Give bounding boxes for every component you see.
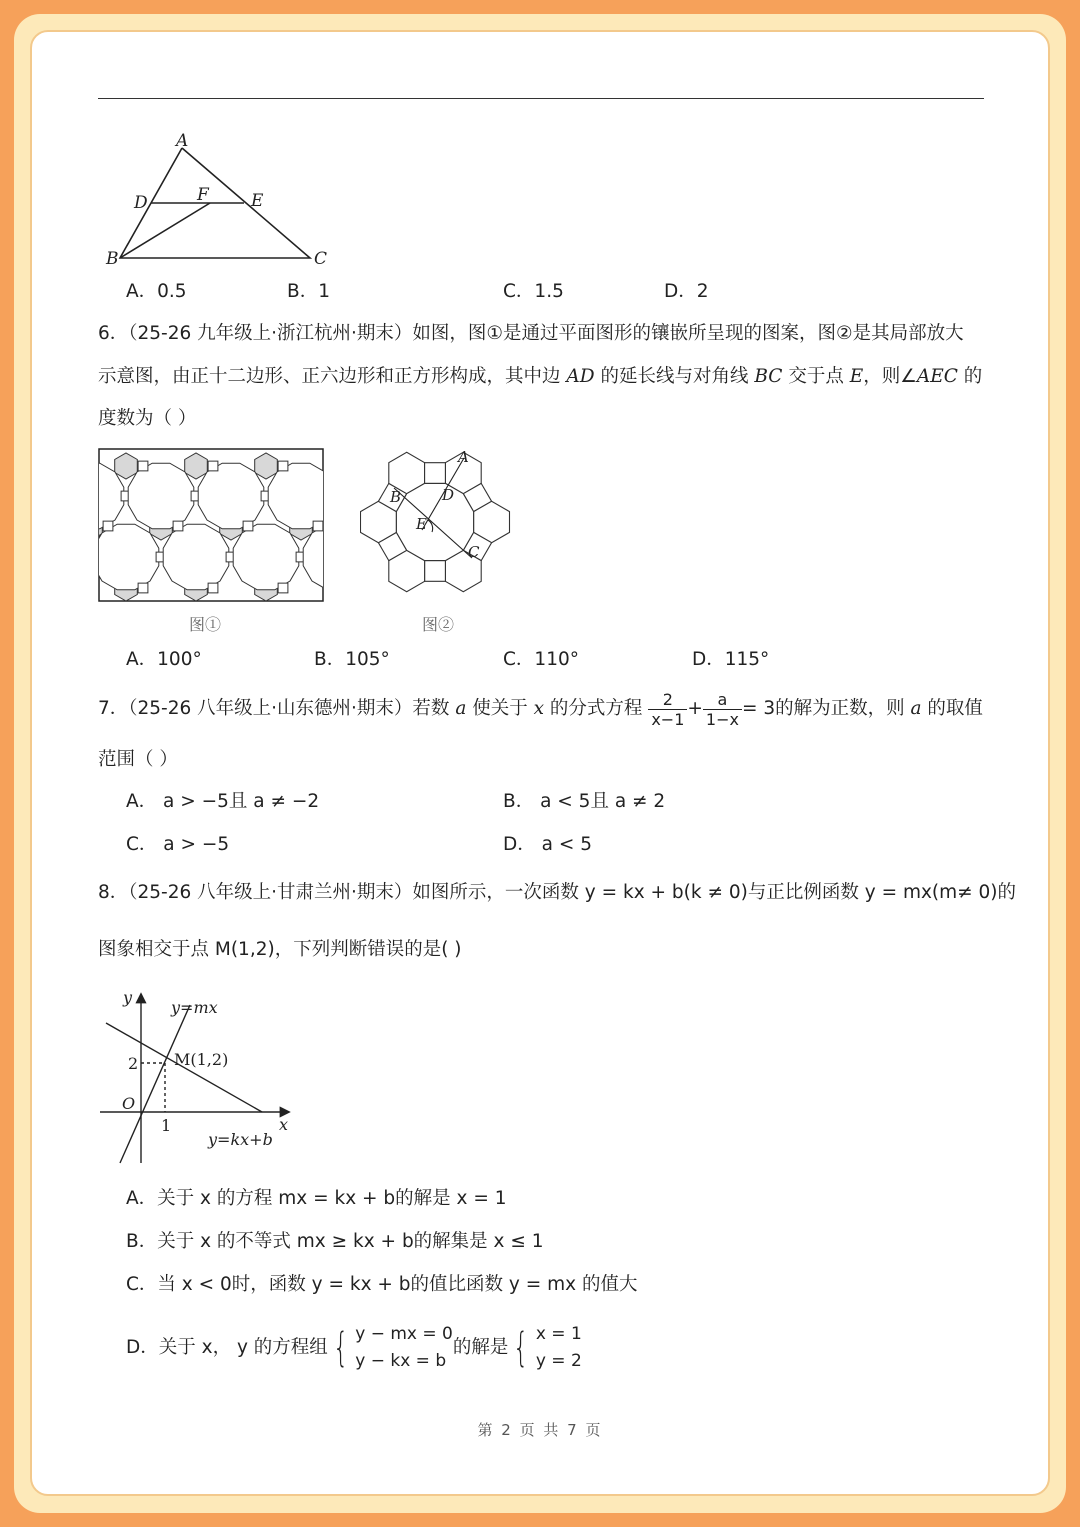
graph-x-label: x <box>279 1115 289 1134</box>
q7-line1: 7．（25-26 八年级上·山东德州·期末）若数 a 使关于 x 的分式方程 $\frac{2}{x-1}$ + $\frac{a}{1-x}$ = 3的解为正数，则 a 的取值 <box>98 689 983 729</box>
q8-option-b: B．关于 x 的不等式 mx ≥ kx + b的解集是 x ≤ 1 <box>126 1231 544 1252</box>
q8-line1: 8．（25-26 八年级上·甘肃兰州·期末）如图所示，一次函数 y = kx + b(k ≠ 0)与正比例函数 y = mx(m≠ 0)的 <box>98 882 1017 903</box>
q8-option-c: C．当 x < 0时，函数 y = kx + b的值比函数 y = mx 的值大 <box>126 1274 638 1295</box>
q6-option-c: C．110° <box>503 649 579 670</box>
q7-option-d: D． a < 5 <box>503 834 592 855</box>
q8-function-graph <box>98 985 298 1167</box>
q5-option-d: D．2 <box>664 281 709 302</box>
graph-tick-x: 1 <box>161 1116 172 1135</box>
q7-option-c: C． a > −5 <box>126 834 230 855</box>
graph-origin: O <box>122 1094 136 1113</box>
q6-caption-1: 图① <box>189 615 222 634</box>
fig2-label-d: D <box>442 486 455 504</box>
q7-option-a: A． a > −5且 a ≠ −2 <box>126 791 320 812</box>
solution-system: { x = 1 y = 2 <box>513 1324 582 1371</box>
graph-tick-y: 2 <box>128 1054 139 1073</box>
graph-point-label: M(1,2) <box>174 1050 229 1069</box>
q6-line3: 度数为（ ） <box>98 408 197 429</box>
q5-option-b: B．1 <box>287 281 330 302</box>
label-b: B <box>106 249 119 269</box>
label-c: C <box>314 249 328 269</box>
header-rule <box>98 98 984 99</box>
q6-option-b: B．105° <box>314 649 390 670</box>
label-e: E <box>251 191 264 211</box>
q7-option-b: B． a < 5且 a ≠ 2 <box>503 791 666 812</box>
q6-caption-2: 图② <box>422 615 455 634</box>
graph-line2-label: y=kx+b <box>208 1130 273 1149</box>
label-d: D <box>134 193 148 213</box>
q5-option-a: A．0.5 <box>126 281 187 302</box>
q7-line2: 范围（ ） <box>98 749 178 770</box>
q5-option-c: C．1.5 <box>503 281 564 302</box>
q8-option-d: D．关于 x， y 的方程组 { y − mx = 0 y − kx = b 的解是 { x = 1 y = 2 <box>126 1320 582 1376</box>
line-y-mx <box>120 1005 190 1163</box>
q5-triangle-figure <box>98 128 338 273</box>
fig2-label-c: C <box>468 543 480 561</box>
page-footer: 第 2 页 共 7 页 <box>477 1421 603 1439</box>
fig2-label-b: B <box>390 488 402 506</box>
q6-figure-2-detail <box>360 440 512 604</box>
graph-line1-label: y=mx <box>171 998 218 1017</box>
graph-y-label: y <box>123 988 133 1007</box>
q6-option-a: A．100° <box>126 649 202 670</box>
fig2-label-a: A <box>458 448 469 466</box>
q8-option-a: A．关于 x 的方程 mx = kx + b的解是 x = 1 <box>126 1188 507 1209</box>
label-a: A <box>176 131 189 151</box>
q6-line1: 6．（25-26 九年级上·浙江杭州·期末）如图，图①是通过平面图形的镶嵌所呈现的图案，图②是其局部放大 <box>98 323 964 344</box>
fraction-2-over-x-minus-1: $\frac{2}{x-1}$ <box>648 690 687 729</box>
equation-system: { y − mx = 0 y − kx = b <box>332 1324 453 1371</box>
q6-option-d: D．115° <box>692 649 770 670</box>
fig2-label-e: E <box>416 515 427 533</box>
q8-line2: 图象相交于点 M(1,2)，下列判断错误的是( ) <box>98 939 462 960</box>
fraction-a-over-1-minus-x: $\frac{a}{1-x}$ <box>703 690 742 729</box>
q6-figure-1-tessellation <box>98 448 324 603</box>
label-f: F <box>197 185 209 205</box>
q6-line2: 示意图，由正十二边形、正六边形和正方形构成，其中边 AD 的延长线与对角线 BC 交于点 E，则∠AEC 的 <box>98 366 983 387</box>
